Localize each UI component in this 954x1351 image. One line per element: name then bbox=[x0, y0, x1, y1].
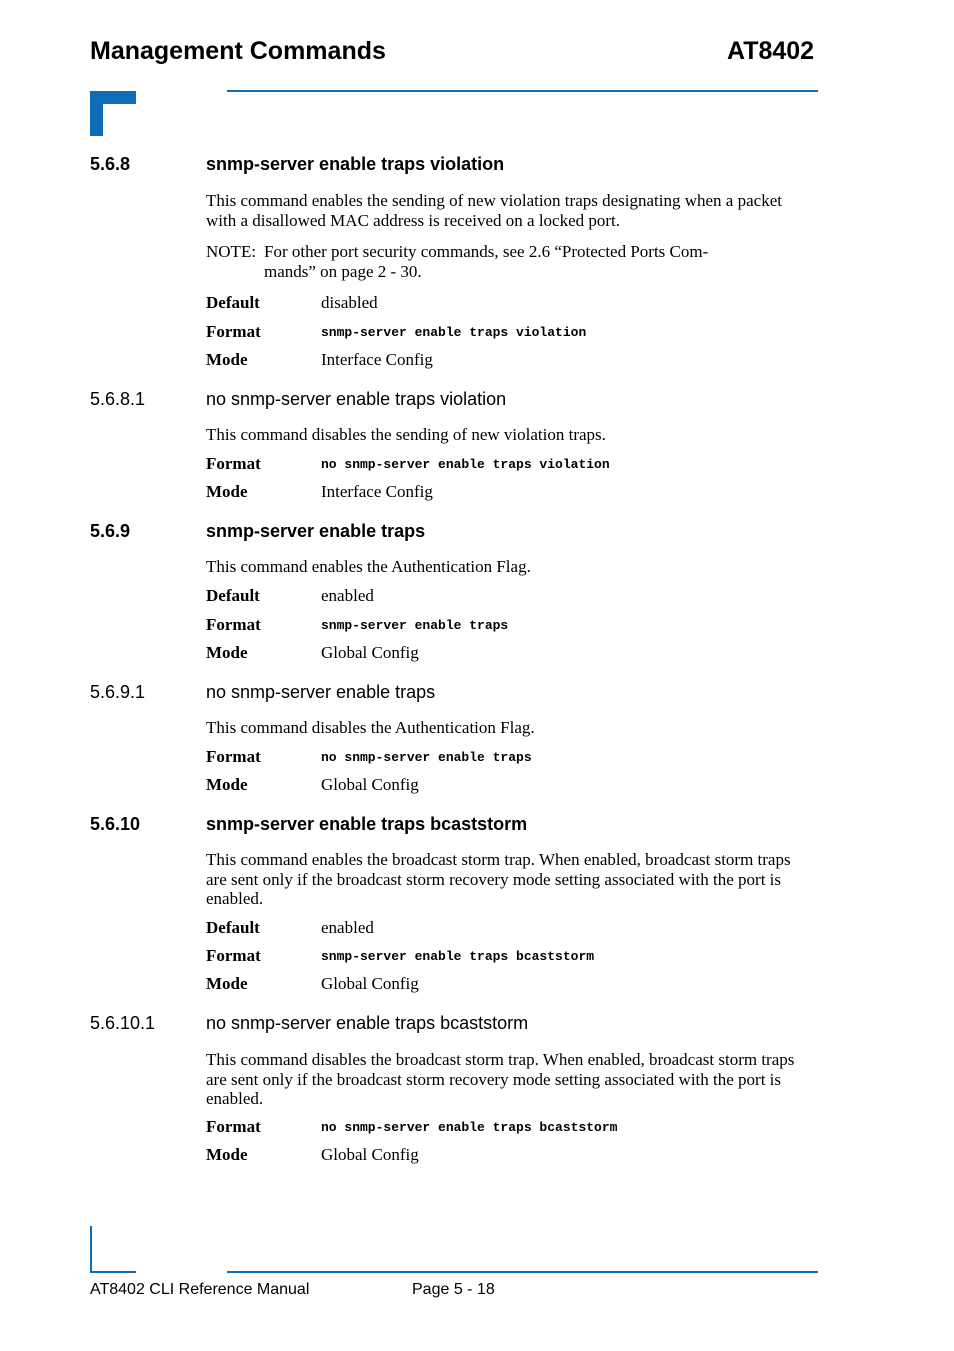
format-label: Format bbox=[206, 946, 261, 965]
section-title: snmp-server enable traps bbox=[206, 521, 426, 541]
format-label: Format bbox=[206, 322, 261, 341]
description-line: This command disables the broadcast storm trap. When enabled, broadcast storm traps bbox=[206, 1050, 795, 1069]
default-value: enabled bbox=[321, 918, 374, 937]
corner-bracket-logo bbox=[90, 91, 136, 136]
format-command: no snmp-server enable traps bbox=[321, 750, 532, 765]
section-title: snmp-server enable traps bcaststorm bbox=[206, 814, 528, 834]
description-line: This command enables the broadcast storm trap. When enabled, broadcast storm traps bbox=[206, 850, 791, 869]
section-description bbox=[206, 850, 818, 909]
format-command: no snmp-server enable traps bcaststorm bbox=[321, 1120, 618, 1135]
subsection-number: 5.6.8.1 bbox=[90, 389, 146, 409]
mode-value: Global Config bbox=[321, 1145, 419, 1164]
subsection-number: 5.6.9.1 bbox=[90, 682, 146, 702]
section-number: 5.6.10 bbox=[90, 814, 141, 834]
mode-value: Global Config bbox=[321, 775, 419, 794]
description-line: with a disallowed MAC address is received on a locked port. bbox=[206, 210, 621, 230]
footer-bracket-mark bbox=[90, 1226, 136, 1273]
format-label: Format bbox=[206, 615, 261, 634]
format-label: Format bbox=[206, 747, 261, 766]
mode-value: Global Config bbox=[321, 974, 419, 993]
format-command: snmp-server enable traps violation bbox=[321, 325, 587, 340]
description-line: are sent only if the broadcast storm recovery mode setting associated with the port is bbox=[206, 869, 782, 889]
format-label: Format bbox=[206, 1117, 261, 1136]
header-rule bbox=[227, 90, 818, 92]
description-line: This command enables the sending of new violation traps designating when a packet bbox=[206, 191, 782, 210]
description-line: enabled. bbox=[206, 1089, 264, 1108]
description-line: are sent only if the broadcast storm recovery mode setting associated with the port is bbox=[206, 1069, 782, 1089]
page-header-title: Management Commands bbox=[90, 37, 386, 65]
format-command: snmp-server enable traps bcaststorm bbox=[321, 949, 595, 964]
section-number: 5.6.8 bbox=[90, 154, 131, 174]
section-description bbox=[206, 191, 818, 230]
section-description: This command disables the Authentication Flag. bbox=[206, 718, 535, 737]
mode-label: Mode bbox=[206, 482, 248, 501]
format-command: no snmp-server enable traps violation bbox=[321, 457, 610, 472]
mode-label: Mode bbox=[206, 1145, 248, 1164]
subsection-title: no snmp-server enable traps bcaststorm bbox=[206, 1013, 529, 1033]
note-text bbox=[264, 242, 824, 281]
mode-value: Interface Config bbox=[321, 482, 433, 501]
footer-manual-title: AT8402 CLI Reference Manual bbox=[90, 1281, 310, 1298]
format-label: Format bbox=[206, 454, 261, 473]
mode-value: Interface Config bbox=[321, 350, 433, 369]
subsection-title: no snmp-server enable traps bbox=[206, 682, 436, 702]
default-label: Default bbox=[206, 586, 260, 605]
subsection-title: no snmp-server enable traps violation bbox=[206, 389, 507, 409]
note-label: NOTE: bbox=[206, 242, 257, 261]
default-label: Default bbox=[206, 293, 260, 312]
mode-label: Mode bbox=[206, 974, 248, 993]
mode-label: Mode bbox=[206, 775, 248, 794]
note-line: For other port security commands, see 2.6 “Protected Ports Com- bbox=[264, 242, 709, 261]
mode-label: Mode bbox=[206, 350, 248, 369]
format-command: snmp-server enable traps bbox=[321, 618, 509, 633]
mode-value: Global Config bbox=[321, 643, 419, 662]
note-line: mands” on page 2 - 30. bbox=[264, 261, 422, 281]
mode-label: Mode bbox=[206, 643, 248, 662]
default-value: disabled bbox=[321, 293, 378, 312]
default-value: enabled bbox=[321, 586, 374, 605]
page-header-product: AT8402 bbox=[727, 37, 815, 65]
default-label: Default bbox=[206, 918, 260, 937]
section-description bbox=[206, 1050, 818, 1109]
section-number: 5.6.9 bbox=[90, 521, 131, 541]
subsection-number: 5.6.10.1 bbox=[90, 1013, 156, 1033]
section-title: snmp-server enable traps violation bbox=[206, 154, 505, 174]
section-description: This command enables the Authentication Flag. bbox=[206, 557, 531, 576]
description-line: enabled. bbox=[206, 889, 264, 908]
footer-page-number: Page 5 - 18 bbox=[412, 1281, 495, 1298]
section-description: This command disables the sending of new violation traps. bbox=[206, 425, 606, 444]
footer-rule bbox=[227, 1271, 818, 1273]
